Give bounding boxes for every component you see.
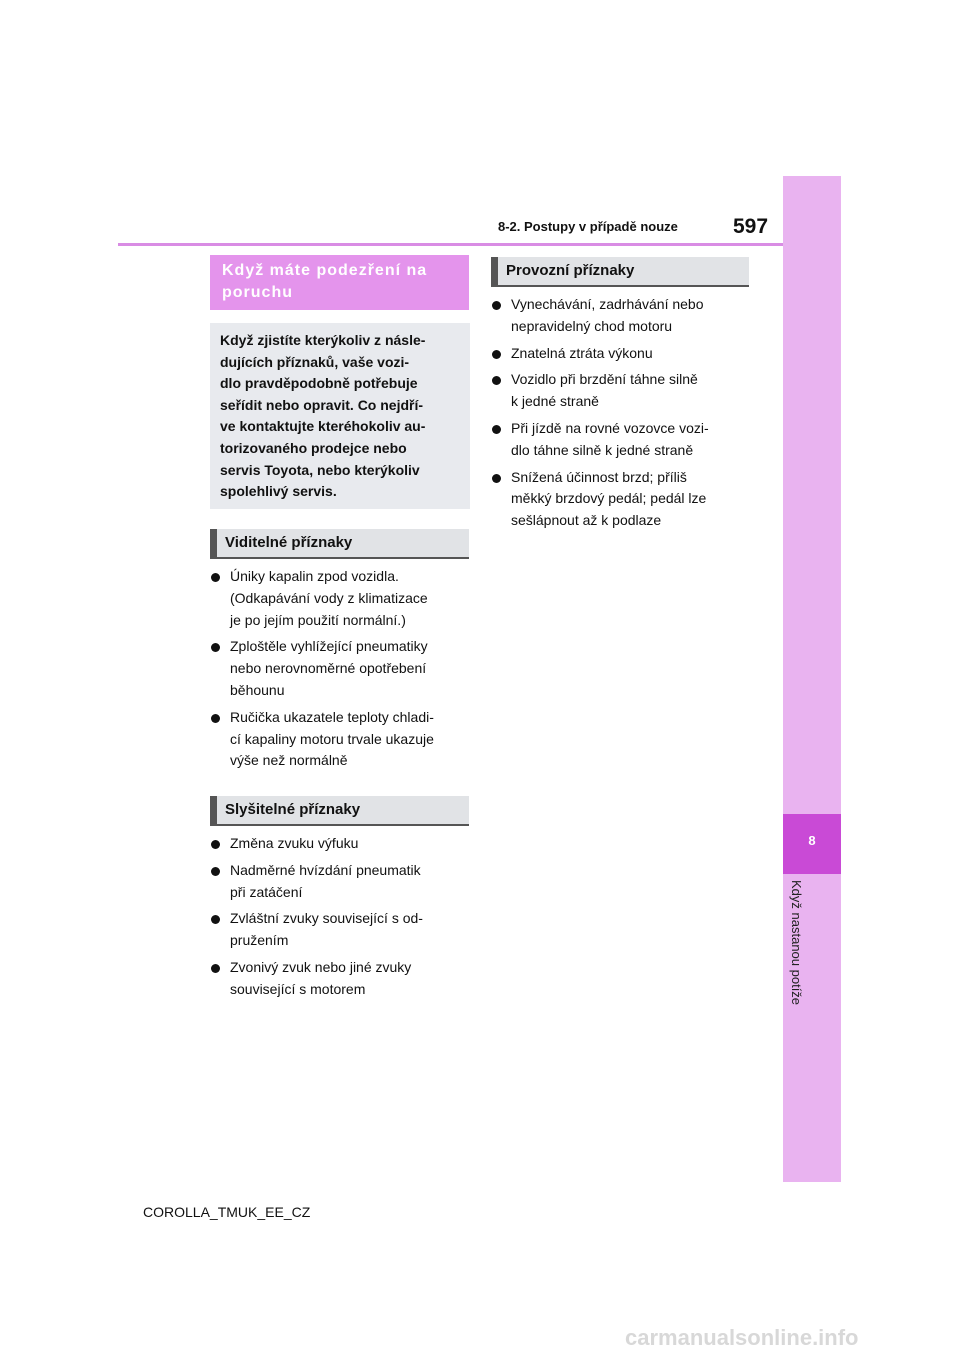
heading-audible-symptoms: Slyšitelné příznaky xyxy=(210,796,469,826)
heading-visible-symptoms: Viditelné příznaky xyxy=(210,529,469,559)
bullet-icon xyxy=(492,350,501,359)
list-item: Nadměrné hvízdání pneumatik při zatáčení xyxy=(211,860,473,904)
header-divider xyxy=(118,243,783,246)
bullet-icon xyxy=(211,915,220,924)
heading-suspect-line-1: Když máte podezření na xyxy=(222,262,428,279)
intro-box xyxy=(210,323,470,509)
section-title: 8-2. Postupy v případě nouze xyxy=(498,219,678,234)
list-item: Znatelná ztráta výkonu xyxy=(492,343,754,365)
bullet-icon xyxy=(492,301,501,310)
list-item: Úniky kapalin zpod vozidla. (Odkapávání vody z klimatizace je po jejím použití normální.) xyxy=(211,566,473,631)
intro-line: dlo pravděpodobně potřebuje xyxy=(220,375,418,392)
audible-symptoms-list xyxy=(211,833,473,1006)
operational-symptoms-list xyxy=(492,294,754,537)
list-item: Vozidlo při brzdění táhne silně k jedné straně xyxy=(492,369,754,413)
chapter-label: Když nastanou potíže xyxy=(789,880,804,1006)
bullet-icon xyxy=(211,714,220,723)
intro-line: seřídit nebo opravit. Co nejdří- xyxy=(220,396,424,413)
bullet-icon xyxy=(492,425,501,434)
chapter-side-tab xyxy=(783,176,841,1182)
list-item: Zploštěle vyhlížející pneumatiky nebo nerovnoměrné opotřebení běhounu xyxy=(211,636,473,701)
list-item: Vynechávání, zadrhávání nebo nepravidelný chod motoru xyxy=(492,294,754,338)
heading-operational-symptoms: Provozní příznaky xyxy=(491,257,749,287)
page-number: 597 xyxy=(733,215,769,238)
intro-line: Když zjistíte kterýkoliv z násle- xyxy=(220,332,426,348)
bullet-icon xyxy=(211,643,220,652)
intro-line: spolehlivý servis. xyxy=(220,483,337,500)
bullet-icon xyxy=(211,964,220,973)
heading-suspect-line-2: poruchu xyxy=(222,284,293,301)
chapter-number: 8 xyxy=(808,833,816,848)
heading-suspect-fault xyxy=(210,255,469,310)
bullet-icon xyxy=(211,840,220,849)
list-item: Zvláštní zvuky související s od- pružením xyxy=(211,908,473,952)
intro-line: servis Toyota, nebo kterýkoliv xyxy=(220,461,420,478)
intro-line: torizovaného prodejce nebo xyxy=(220,439,407,456)
list-item: Ručička ukazatele teploty chladi- cí kapaliny motoru trvale ukazuje výše než normálně xyxy=(211,707,473,772)
intro-line: dujících příznaků, vaše vozi- xyxy=(220,353,410,370)
bullet-icon xyxy=(492,474,501,483)
list-item: Změna zvuku výfuku xyxy=(211,833,473,855)
list-item: Při jízdě na rovné vozovce vozi- dlo táhne silně k jedné straně xyxy=(492,418,754,462)
list-item: Snížená účinnost brzd; příliš měkký brzdový pedál; pedál lze sešlápnout až k podlaze xyxy=(492,467,754,532)
bullet-icon xyxy=(211,573,220,582)
watermark: carmanualsonline.info xyxy=(625,1325,859,1350)
bullet-icon xyxy=(211,867,220,876)
intro-line: ve kontaktujte kteréhokoliv au- xyxy=(220,418,426,435)
list-item: Zvonivý zvuk nebo jiné zvuky související s motorem xyxy=(211,957,473,1001)
bullet-icon xyxy=(492,376,501,385)
document-code: COROLLA_TMUK_EE_CZ xyxy=(143,1204,311,1220)
visible-symptoms-list xyxy=(211,566,473,777)
